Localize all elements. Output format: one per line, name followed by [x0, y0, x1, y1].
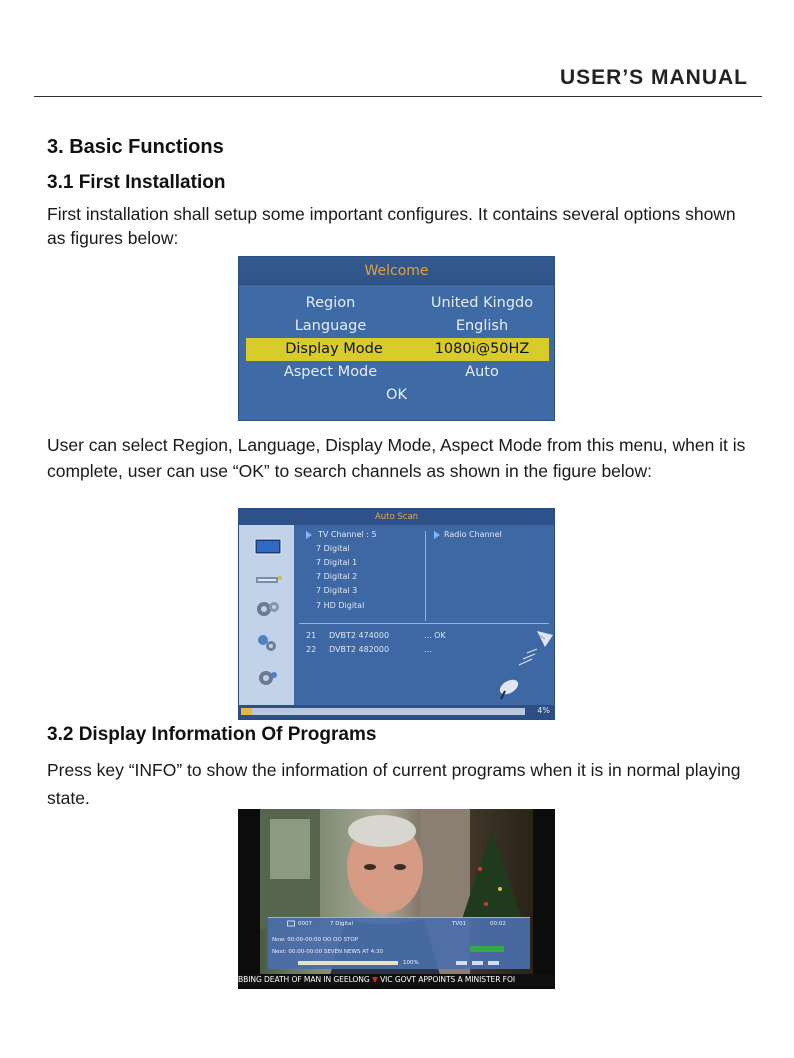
section-title-display-information: 3.2 Display Information Of Programs	[47, 724, 377, 745]
auto-scan-title: Auto Scan	[239, 509, 554, 525]
menu-label: Display Mode	[285, 341, 383, 357]
scan-log-frequency: DVBT2 482000	[329, 645, 390, 654]
menu-label: Language	[294, 318, 367, 334]
menu-value: 1080i@50HZ	[434, 341, 530, 357]
scan-progress-bar	[239, 705, 554, 719]
menu-label: Region	[305, 295, 356, 311]
scan-results-panel	[294, 525, 554, 707]
ticker-text-left: BBING DEATH OF MAN IN GEELONG	[238, 975, 370, 984]
ok-button[interactable]: OK	[386, 387, 407, 403]
status-badge	[470, 946, 504, 952]
news-ticker	[238, 974, 555, 986]
settings-icon	[253, 633, 283, 653]
column-divider	[425, 531, 426, 621]
settings-icon	[253, 668, 283, 688]
program-info-bar	[268, 917, 530, 969]
menu-row-display-mode[interactable]	[246, 338, 549, 361]
menu-row-aspect-mode[interactable]	[239, 361, 554, 384]
tv-channel-item: 7 Digital 2	[316, 572, 358, 581]
tv-channel-item: 7 Digital 1	[316, 558, 358, 567]
menu-row-region[interactable]	[239, 292, 554, 315]
menu-value: United Kingdo	[430, 295, 534, 311]
header-divider	[34, 96, 762, 97]
first-installation-paragraph: First installation shall setup some important configures. It contains several options shown as figures below:	[47, 204, 736, 248]
scan-sidebar	[239, 525, 294, 707]
menu-label: Aspect Mode	[283, 364, 378, 380]
welcome-menu-screenshot	[238, 256, 555, 421]
button-indicator	[456, 961, 467, 965]
signal-bar	[298, 961, 398, 965]
scan-log-num: 21	[306, 631, 317, 640]
radio-channel-header: Radio Channel	[444, 530, 502, 539]
channel-number: 0007	[298, 921, 312, 927]
progress-percent: 4%	[537, 706, 550, 715]
button-indicator	[472, 961, 483, 965]
menu-description-paragraph: User can select Region, Language, Display Mode, Aspect Mode from this menu, when it is complete, user can use “OK” to search channels as shown in the figure below:	[47, 435, 746, 481]
signal-percent: 100%	[403, 960, 419, 966]
play-arrow-icon	[434, 531, 440, 539]
tv-icon	[253, 537, 283, 557]
scan-log-status: ...	[424, 645, 432, 654]
auto-scan-screenshot	[238, 508, 555, 720]
tv-channel-item: 7 Digital 3	[316, 586, 358, 595]
program-info-screenshot	[238, 809, 555, 989]
next-program: Next: 00:00-00:00 SEVEN NEWS AT 4:30	[272, 949, 383, 955]
welcome-title: Welcome	[239, 257, 554, 285]
button-indicator	[488, 961, 499, 965]
menu-row-language[interactable]	[239, 315, 554, 338]
now-program: Now: 00:00-00:00 OO OO STOP	[272, 937, 359, 943]
satellite-dish-icon	[253, 569, 283, 589]
menu-value: English	[455, 318, 509, 334]
progress-track	[241, 708, 525, 715]
progress-fill	[241, 708, 252, 715]
tv-channel-item: 7 Digital	[316, 544, 350, 553]
channel-badge: TV01	[452, 921, 467, 927]
tv-channel-header: TV Channel : 5	[318, 530, 377, 539]
scan-log-status: ... OK	[424, 631, 446, 640]
tv-icon	[287, 920, 295, 928]
ticker-text-right: VIC GOVT APPOINTS A MINISTER FOI	[380, 975, 515, 984]
info-key-paragraph: Press key “INFO” to show the information of current programs when it is in normal playing state.	[47, 760, 741, 808]
clock-time: 00:02	[490, 921, 506, 927]
section-divider	[299, 623, 549, 624]
section-title-first-installation: 3.1 First Installation	[47, 172, 226, 193]
menu-value: Auto	[465, 364, 499, 380]
scan-log-frequency: DVBT2 474000	[329, 631, 390, 640]
play-arrow-icon	[306, 531, 312, 539]
document-header-title: USER’S MANUAL	[559, 66, 748, 89]
ticker-separator-icon: ▼	[372, 975, 381, 984]
tv-channel-item: 7 HD Digital	[316, 601, 365, 610]
scan-log-num: 22	[306, 645, 317, 654]
channel-name: 7 Digital	[330, 921, 354, 927]
satellite-dish-icon	[479, 625, 555, 701]
section-title-basic-functions: 3. Basic Functions	[47, 136, 224, 158]
gears-icon	[253, 599, 283, 619]
